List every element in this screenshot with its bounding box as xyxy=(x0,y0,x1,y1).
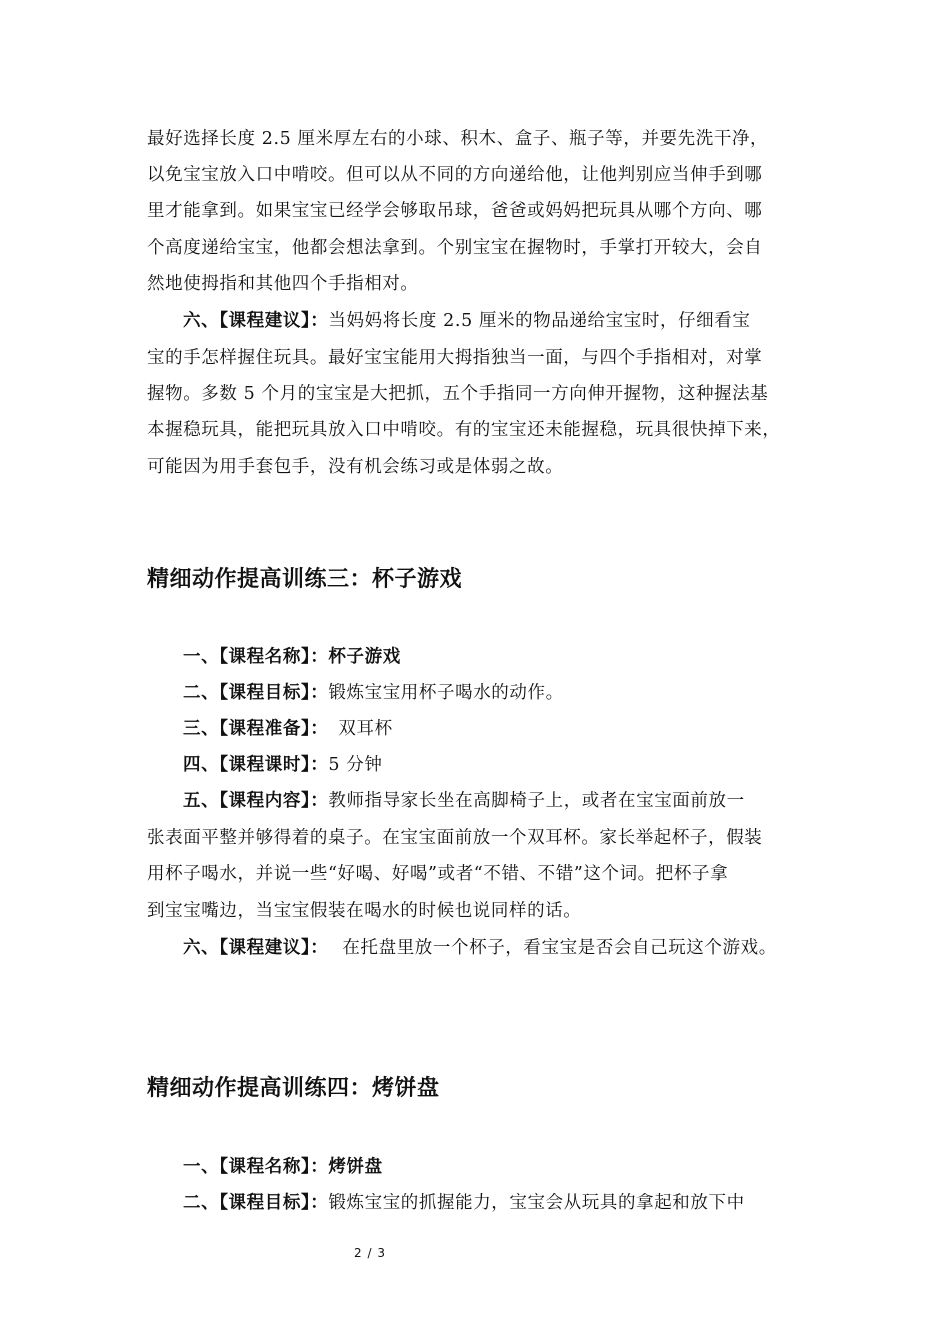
course-prep-label: 三、【课程准备】： xyxy=(183,719,329,739)
paragraph-line: 宝的手怎样握住玩具。最好宝宝能用大拇指独当一面，与四个手指相对，对掌 xyxy=(147,348,763,368)
advice-label: 六、【课程建议】： xyxy=(183,311,329,331)
course-prep-value: 双耳杯 xyxy=(338,719,393,739)
paragraph-line: 个高度递给宝宝，他都会想法拿到。个别宝宝在握物时，手掌打开较大，会自 xyxy=(147,238,763,258)
course-content-line xyxy=(183,789,745,813)
paragraph-line: 用杯子喝水，并说一些“好喝、好喝”或者“不错、不错”这个词。把杯子拿 xyxy=(147,864,729,884)
course-name-label: 一、【课程名称】： xyxy=(183,647,329,667)
course-goal-value: 锻炼宝宝的抓握能力，宝宝会从玩具的拿起和放下中 xyxy=(328,1193,745,1213)
advice-text: 当妈妈将长度 2.5 厘米的物品递给宝宝时，仔细看宝 xyxy=(328,311,751,331)
paragraph-line: 握物。多数 5 个月的宝宝是大把抓，五个手指同一方向伸开握物，这种握法基 xyxy=(147,384,769,404)
paragraph-line: 里才能拿到。如果宝宝已经学会够取吊球，爸爸或妈妈把玩具从哪个方向、哪 xyxy=(147,201,763,221)
course-name-value: 杯子游戏 xyxy=(328,647,401,667)
paragraph-line: 最好选择长度 2.5 厘米厚左右的小球、积木、盒子、瓶子等，并要先洗干净， xyxy=(147,129,769,149)
course-goal-value: 锻炼宝宝用杯子喝水的动作。 xyxy=(328,683,564,703)
paragraph-line: 然地使拇指和其他四个手指相对。 xyxy=(147,274,419,294)
course-advice-line xyxy=(183,936,777,960)
course-name-label: 一、【课程名称】： xyxy=(183,1157,329,1177)
course-name-value: 烤饼盘 xyxy=(328,1157,383,1177)
course-name-line xyxy=(183,1155,383,1179)
course-prep-line xyxy=(183,717,393,741)
page-number: 2 / 3 xyxy=(354,1246,386,1260)
course-content-label: 五、【课程内容】： xyxy=(183,791,329,811)
course-name-line xyxy=(183,645,401,669)
course-content-text: 教师指导家长坐在高脚椅子上，或者在宝宝面前放一 xyxy=(328,791,745,811)
course-goal-line xyxy=(183,1191,745,1215)
course-time-value: 5 分钟 xyxy=(328,755,383,775)
course-time-label: 四、【课程课时】： xyxy=(183,755,329,775)
paragraph-line: 以免宝宝放入口中啃咬。但可以从不同的方向递给他，让他判别应当伸手到哪 xyxy=(147,165,763,185)
course-goal-label: 二、【课程目标】： xyxy=(183,1193,329,1213)
paragraph-line: 本握稳玩具，能把玩具放入口中啃咬。有的宝宝还未能握稳，玩具很快掉下来， xyxy=(147,420,781,440)
course-goal-label: 二、【课程目标】： xyxy=(183,683,329,703)
course-advice-label: 六、【课程建议】： xyxy=(183,938,329,958)
section-title: 精细动作提高训练四：烤饼盘 xyxy=(147,1075,440,1101)
paragraph-line: 张表面平整并够得着的桌子。在宝宝面前放一个双耳杯。家长举起杯子，假装 xyxy=(147,828,763,848)
paragraph-line: 到宝宝嘴边，当宝宝假装在喝水的时候也说同样的话。 xyxy=(147,901,582,921)
course-advice-text: 在托盘里放一个杯子，看宝宝是否会自己玩这个游戏。 xyxy=(342,938,777,958)
course-goal-line xyxy=(183,681,564,705)
course-time-line xyxy=(183,753,383,777)
paragraph-line: 可能因为用手套包手，没有机会练习或是体弱之故。 xyxy=(147,457,564,477)
section-title: 精细动作提高训练三：杯子游戏 xyxy=(147,566,463,592)
advice-line xyxy=(183,309,750,333)
